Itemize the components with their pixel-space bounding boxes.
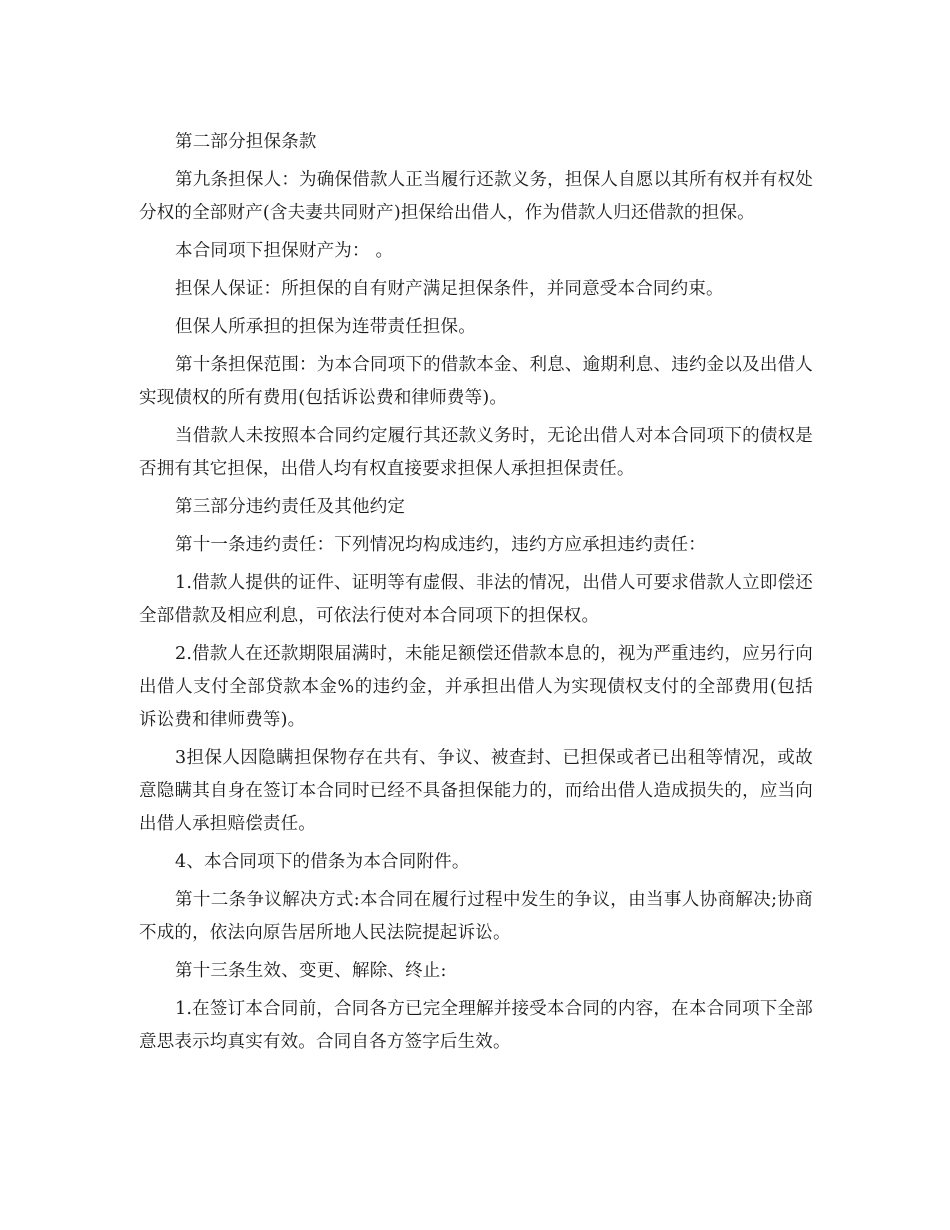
breach-item-3: 3担保人因隐瞒担保物存在共有、争议、被查封、已担保或者已出租等情况，或故意隐瞒其自身在签订本合同时已经不具备担保能力的，而给出借人造成损失的，应当向出借人承担赔偿责任。 — [139, 748, 813, 834]
breach-item-2: 2.借款人在还款期限届满时，未能足额偿还借款本息的，视为严重违约，应另行向出借人支付全部贷款本金%的违约金，并承担出借人为实现债权支付的全部费用(包括诉讼费和律师费等)。 — [139, 644, 813, 730]
article-13-effect: 第十三条生效、变更、解除、终止: — [175, 961, 447, 981]
article-9-guarantor: 第九条担保人：为确保借款人正当履行还款义务，担保人自愿以其所有权并有权处分权的全部财产(含夫妻共同财产)担保给出借人，作为借款人归还借款的担保。 — [139, 170, 813, 223]
breach-item-4: 4、本合同项下的借条为本合同附件。 — [175, 852, 470, 872]
joint-liability-clause: 但保人所承担的担保为连带责任担保。 — [175, 317, 476, 337]
article-11-breach: 第十一条违约责任：下列情况均构成违约，违约方应承担违约责任： — [175, 535, 706, 555]
section-heading-part-two: 第二部分担保条款 — [175, 132, 317, 152]
guarantor-warranty: 担保人保证：所担保的自有财产满足担保条件，并同意受本合同约束。 — [175, 279, 724, 299]
article-12-dispute: 第十二条争议解决方式:本合同在履行过程中发生的争议，由当事人协商解决;协商不成的，依法向原告居所地人民法院提起诉讼。 — [139, 890, 813, 943]
document-body — [139, 126, 813, 1064]
direct-claim-clause: 当借款人未按照本合同约定履行其还款义务时，无论出借人对本合同项下的债权是否拥有其它担保，出借人均有权直接要求担保人承担担保责任。 — [139, 426, 813, 479]
effect-item-1: 1.在签订本合同前，合同各方已完全理解并接受本合同的内容，在本合同项下全部意思表示均真实有效。合同自各方签字后生效。 — [139, 999, 813, 1052]
section-heading-part-three: 第三部分违约责任及其他约定 — [175, 497, 406, 517]
guaranteed-property-line: 本合同项下担保财产为： 。 — [175, 241, 394, 261]
article-10-scope: 第十条担保范围：为本合同项下的借款本金、利息、逾期利息、违约金以及出借人实现债权的所有费用(包括诉讼费和律师费等)。 — [139, 355, 813, 408]
breach-item-1: 1.借款人提供的证件、证明等有虚假、非法的情况，出借人可要求借款人立即偿还全部借款及相应利息，可依法行使对本合同项下的担保权。 — [139, 573, 813, 626]
